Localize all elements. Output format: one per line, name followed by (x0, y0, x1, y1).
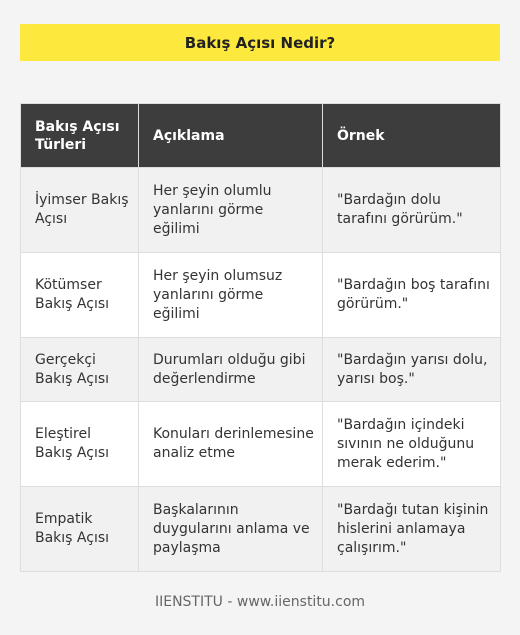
table-row (21, 253, 501, 338)
perspective-table (20, 103, 501, 572)
example-cell: "Bardağı tutan kişinin hislerini anlamaya çalışırım." (323, 487, 501, 572)
table-row (21, 487, 501, 572)
column-header-types: Bakış Açısı Türleri (21, 104, 139, 168)
footer-credit: IIENSTITU - www.iienstitu.com (154, 594, 366, 610)
description-cell: Her şeyin olumsuz yanlarını görme eğilimi (139, 253, 323, 338)
example-cell: "Bardağın içindeki sıvının ne olduğunu merak ederim." (323, 402, 501, 487)
table-row (21, 168, 501, 253)
description-cell: Başkalarının duygularını anlama ve paylaşma (139, 487, 323, 572)
example-cell: "Bardağın dolu tarafını görürüm." (323, 168, 501, 253)
column-header-description: Açıklama (139, 104, 323, 168)
perspective-type-cell: Gerçekçi Bakış Açısı (21, 338, 139, 402)
description-cell: Durumları olduğu gibi değerlendirme (139, 338, 323, 402)
example-cell: "Bardağın yarısı dolu, yarısı boş." (323, 338, 501, 402)
example-cell: "Bardağın boş tarafını görürüm." (323, 253, 501, 338)
table-row (21, 338, 501, 402)
perspective-type-cell: Eleştirel Bakış Açısı (21, 402, 139, 487)
perspective-type-cell: Empatik Bakış Açısı (21, 487, 139, 572)
table-header-row (21, 104, 501, 168)
description-cell: Konuları derinlemesine analiz etme (139, 402, 323, 487)
perspective-type-cell: Kötümser Bakış Açısı (21, 253, 139, 338)
column-header-example: Örnek (323, 104, 501, 168)
description-cell: Her şeyin olumlu yanlarını görme eğilimi (139, 168, 323, 253)
table-row (21, 402, 501, 487)
perspective-type-cell: İyimser Bakış Açısı (21, 168, 139, 253)
page-title: Bakış Açısı Nedir? (20, 24, 500, 61)
